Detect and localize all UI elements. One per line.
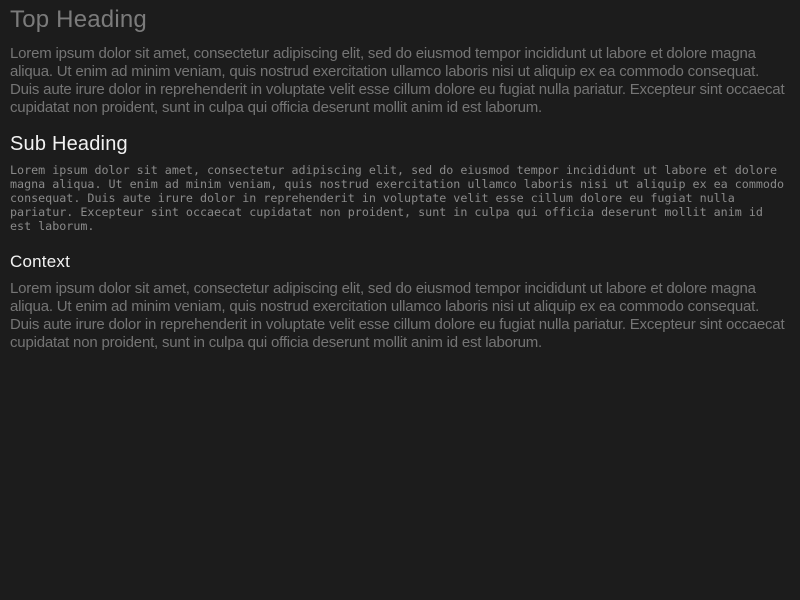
context-heading: Context bbox=[10, 251, 70, 271]
section-context bbox=[10, 252, 790, 352]
section-sub bbox=[10, 132, 790, 233]
context-paragraph: Lorem ipsum dolor sit amet, consectetur adipiscing elit, sed do eiusmod tempor incididunt ut labore et dolore magna aliqua. Ut enim ad minim veniam, quis nostrud exercitation ullamco laboris nisi ut aliquip ex ea commodo consequat. Duis aute irure dolor in reprehenderit in voluptate velit esse cillum dolore eu fugiat nulla pariatur. Excepteur sint occaecat cupidatat non proident, sunt in culpa qui officia deserunt mollit anim id est laborum. bbox=[10, 280, 785, 352]
section-top bbox=[10, 6, 790, 117]
sub-heading: Sub Heading bbox=[10, 132, 128, 155]
top-paragraph: Lorem ipsum dolor sit amet, consectetur adipiscing elit, sed do eiusmod tempor incididunt ut labore et dolore magna aliqua. Ut enim ad minim veniam, quis nostrud exercitation ullamco laboris nisi ut aliquip ex ea commodo consequat. Duis aute irure dolor in reprehenderit in voluptate velit esse cillum dolore eu fugiat nulla pariatur. Excepteur sint occaecat cupidatat non proident, sunt in culpa qui officia deserunt mollit anim id est laborum. bbox=[10, 44, 785, 116]
sub-paragraph: Lorem ipsum dolor sit amet, consectetur adipiscing elit, sed do eiusmod tempor incididunt ut labore et dolore magna aliqua. Ut enim ad minim veniam, quis nostrud exercitation ullamco laboris nisi ut aliquip ex ea commodo consequat. Duis aute irure dolor in reprehenderit in voluptate velit esse cillum dolore eu fugiat nulla pariatur. Excepteur sint occaecat cupidatat non proident, sunt in culpa qui officia deserunt mollit anim id est laborum. bbox=[10, 162, 785, 233]
top-heading: Top Heading bbox=[10, 6, 147, 33]
